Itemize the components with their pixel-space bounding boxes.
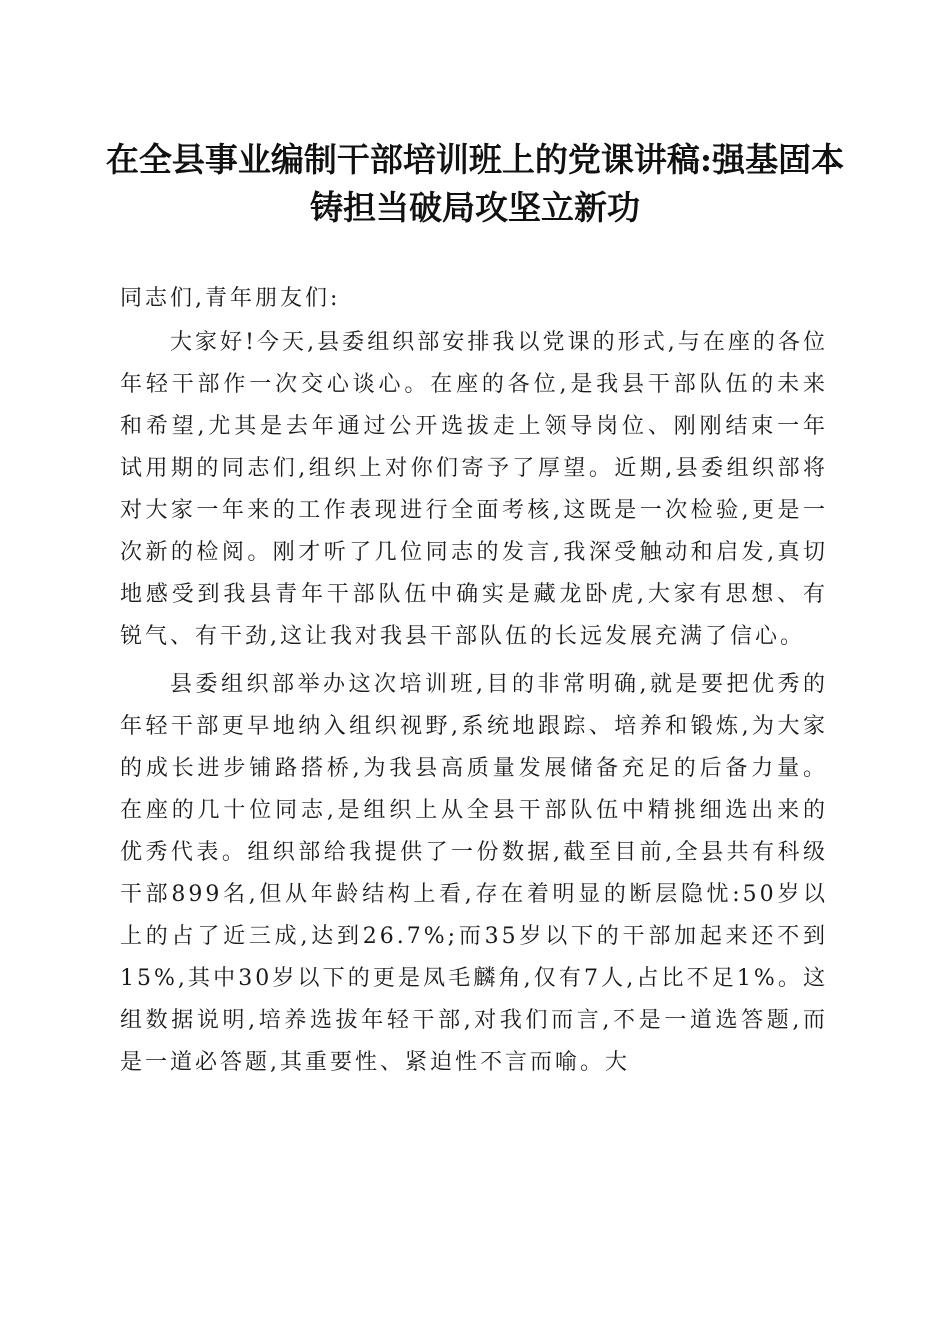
paragraph-1: 大家好!今天,县委组织部安排我以党课的形式,与在座的各位年轻干部作一次交心谈心。在座的各位,是我县干部队伍的未来和希望,尤其是去年通过公开选拔走上领导岗位、刚刚结束一年试用期的同志们,组织上对你们寄予了厚望。近期,县委组织部将对大家一年来的工作表现进行全面考核,这既是一次检验,更是一次新的检阅。刚才听了几位同志的发言,我深受触动和启发,真切地感受到我县青年干部队伍中确实是藏龙卧虎,大家有思想、有锐气、有干劲,这让我对我县干部队伍的长远发展充满了信心。 bbox=[120, 330, 828, 649]
salutation: 同志们,青年朋友们: bbox=[120, 286, 341, 311]
document-title: 在全县事业编制干部培训班上的党课讲稿:强基固本铸担当破局攻坚立新功 bbox=[105, 140, 845, 227]
paragraph-2: 县委组织部举办这次培训班,目的非常明确,就是要把优秀的年轻干部更早地纳入组织视野,系统地跟踪、培养和锻炼,为大家的成长进步铺路搭桥,为我县高质量发展储备充足的后备力量。在座的几十位同志,是组织上从全县干部队伍中精挑细选出来的优秀代表。组织部给我提供了一份数据,截至目前,全县共有科级干部899名,但从年龄结构上看,存在着明显的断层隐忧:50岁以上的占了近三成,达到26.7%;而35岁以下的干部加起来还不到15%,其中30岁以下的更是凤毛麟角,仅有7人,占比不足1%。这组数据说明,培养选拔年轻干部,对我们而言,不是一道选答题,而是一道必答题,其重要性、紧迫性不言而喻。大 bbox=[120, 672, 828, 1075]
document-body bbox=[120, 278, 828, 1084]
